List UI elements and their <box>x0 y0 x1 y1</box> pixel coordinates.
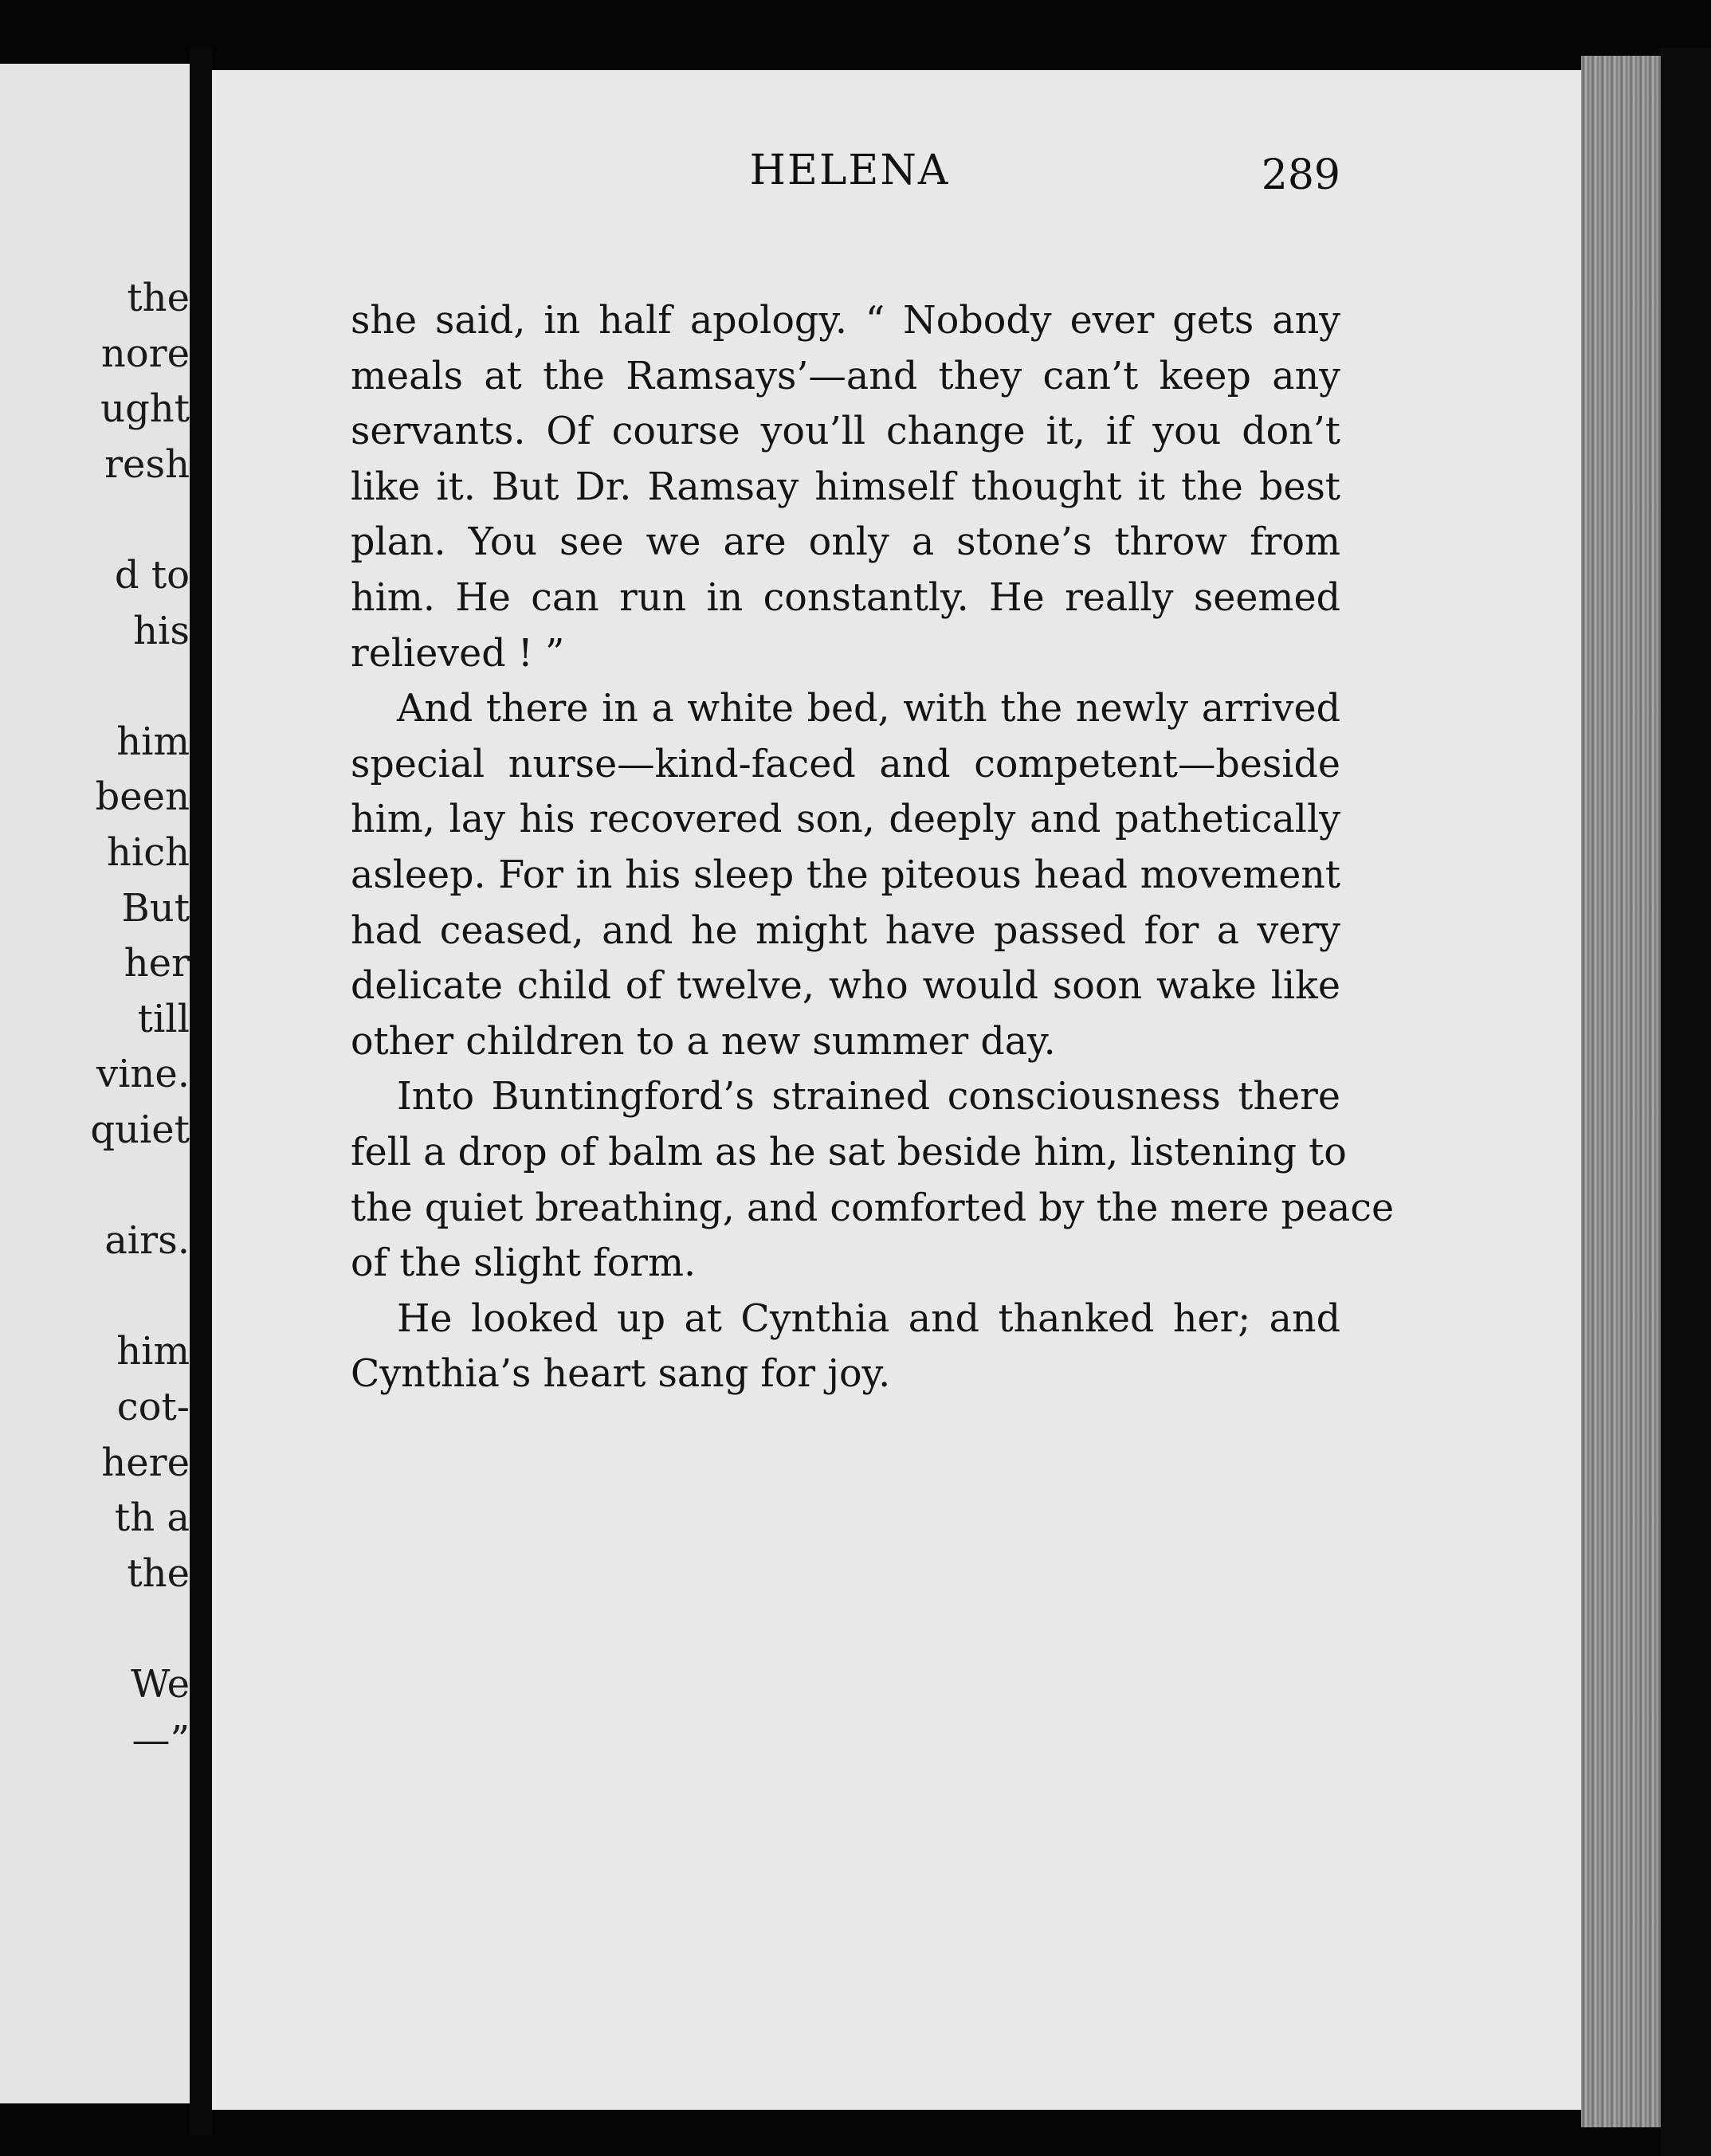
previous-page-line: airs. <box>104 1218 190 1264</box>
text-line: him. He can run in constantly. He really seemed <box>351 575 1340 620</box>
text-line: she said, in half apology. “ Nobody ever gets any <box>351 299 1340 343</box>
previous-page-line: him <box>116 719 190 764</box>
page-header <box>359 147 1340 202</box>
text-line: the quiet breathing, and comforted by the mere peace <box>351 1186 1395 1230</box>
text-line: delicate child of twelve, who would soon wake like <box>351 964 1340 1009</box>
book-gutter <box>190 48 212 2135</box>
text-line: Into Buntingford’s strained consciousness there <box>397 1075 1340 1119</box>
previous-page-line: ught <box>100 386 190 432</box>
previous-page-line: We <box>131 1662 190 1707</box>
previous-page-line: vine. <box>96 1052 190 1097</box>
paragraph <box>351 1292 1340 1402</box>
previous-page-line: the <box>127 276 190 320</box>
text-line: him, lay his recovered son, deeply and pathetically <box>351 798 1340 842</box>
text-line: relieved ! ” <box>351 631 565 676</box>
paragraph <box>351 1069 1395 1291</box>
page-edges <box>1581 56 1661 2127</box>
text-line: asleep. For in his sleep the piteous head movement <box>351 853 1340 897</box>
previous-page-line: till <box>137 996 190 1041</box>
previous-page-line: —” <box>131 1717 190 1762</box>
previous-page-line: hich <box>106 830 190 875</box>
previous-page-line: quiet <box>90 1107 190 1152</box>
text-line: servants. Of course you’ll change it, if you don’t <box>351 410 1340 454</box>
scan-background-edge <box>1661 48 1711 2156</box>
text-line: Cynthia’s heart sang for joy. <box>351 1352 891 1397</box>
text-line: fell a drop of balm as he sat beside him, listening to <box>351 1130 1347 1174</box>
previous-page-line: the <box>127 1550 190 1596</box>
previous-page-line: cot- <box>116 1385 190 1429</box>
paragraph <box>351 681 1340 1069</box>
previous-page-line: here <box>101 1440 190 1485</box>
body-text <box>351 293 1395 1402</box>
text-line: other children to a new summer day. <box>351 1019 1056 1064</box>
previous-page-line: d to <box>114 553 190 598</box>
previous-page-text <box>0 64 190 2103</box>
previous-page-line: th a <box>114 1495 190 1541</box>
previous-page-line: resh <box>104 441 190 487</box>
text-line: He looked up at Cynthia and thanked her; and <box>397 1296 1340 1341</box>
text-line: special nurse—kind-faced and competent—beside <box>351 742 1340 786</box>
text-line: had ceased, and he might have passed for a very <box>351 908 1340 953</box>
previous-page-line: But <box>121 885 190 931</box>
text-line: meals at the Ramsays’—and they can’t keep any <box>351 354 1340 398</box>
text-line: And there in a white bed, with the newly arrived <box>397 687 1340 731</box>
page-number: 289 <box>1261 151 1340 199</box>
text-line: of the slight form. <box>351 1241 697 1286</box>
text-line: like it. But Dr. Ramsay himself thought it the best <box>351 465 1340 509</box>
previous-page-line: been <box>95 774 190 820</box>
paragraph <box>351 293 1340 681</box>
previous-page-line: him <box>116 1329 190 1374</box>
previous-page-line: her <box>124 941 190 986</box>
previous-page-fragment <box>0 64 190 2103</box>
previous-page-clip <box>0 64 190 2103</box>
previous-page-line: nore <box>100 331 190 376</box>
text-line: plan. You see we are only a stone’s throw from <box>351 520 1340 565</box>
running-head: HELENA <box>749 147 950 194</box>
previous-page-line: his <box>133 608 190 653</box>
